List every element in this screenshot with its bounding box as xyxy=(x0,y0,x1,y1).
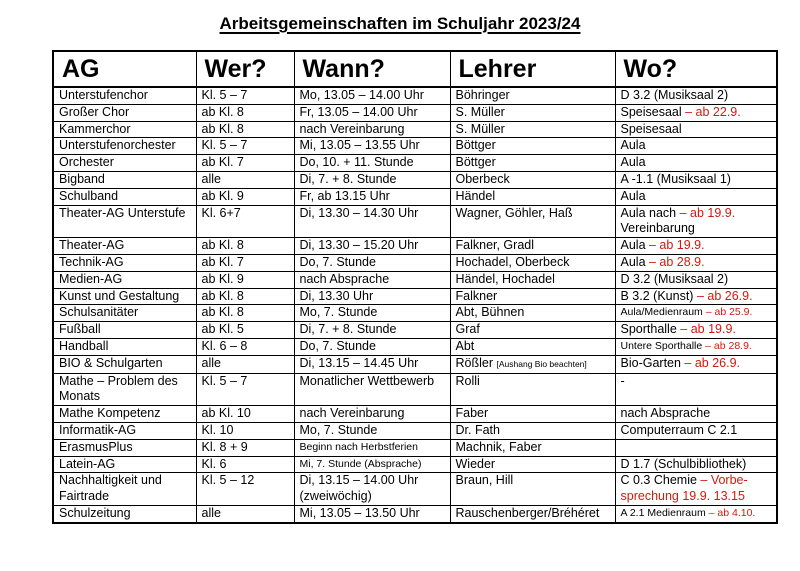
cell-ag: Schulsanitäter xyxy=(53,305,196,322)
lehrer-name: Braun, Hill xyxy=(455,473,514,488)
wo-text: Aula xyxy=(620,238,649,253)
cell-wann: Monatlicher Wettbewerb xyxy=(294,373,450,406)
cell-wer: ab Kl. 7 xyxy=(196,254,294,271)
table-row xyxy=(53,104,777,121)
header-wer: Wer? xyxy=(196,51,294,87)
cell-wer: alle xyxy=(196,171,294,188)
cell-lehrer xyxy=(450,171,615,188)
wo-text: Aula xyxy=(620,155,646,170)
cell-lehrer xyxy=(450,87,615,104)
cell-wann: Do, 7. Stunde xyxy=(294,254,450,271)
lehrer-name: Abt xyxy=(455,338,475,353)
cell-ag: Fußball xyxy=(53,322,196,339)
lehrer-name: Händel, Hochadel xyxy=(455,271,555,286)
lehrer-name: Rößler xyxy=(455,355,494,370)
lehrer-name: Böhringer xyxy=(455,88,510,102)
table-row xyxy=(53,406,777,423)
cell-ag: Technik-AG xyxy=(53,254,196,271)
cell-wer: ab Kl. 8 xyxy=(196,238,294,255)
lehrer-name: Faber xyxy=(455,406,489,421)
cell-wann: nach Vereinbarung xyxy=(294,406,450,423)
wo-text: Untere Sporthalle xyxy=(620,339,706,352)
cell-ag: BIO & Schulgarten xyxy=(53,355,196,373)
cell-wo xyxy=(615,171,777,188)
cell-wer: ab Kl. 8 xyxy=(196,305,294,322)
cell-ag: Mathe – Problem des Monats xyxy=(53,373,196,406)
cell-ag: Theater-AG Unterstufe xyxy=(53,205,196,238)
cell-wann: Di, 13.30 – 15.20 Uhr xyxy=(294,238,450,255)
cell-wo xyxy=(615,138,777,155)
cell-lehrer xyxy=(450,322,615,339)
cell-lehrer xyxy=(450,305,615,322)
wo-date: – ab 26.9. xyxy=(696,288,753,303)
table-row xyxy=(53,87,777,104)
cell-wer: Kl. 8 + 9 xyxy=(196,439,294,456)
cell-lehrer xyxy=(450,373,615,406)
cell-wer: ab Kl. 9 xyxy=(196,188,294,205)
wo-text: D 1.7 (Schulbibliothek) xyxy=(620,456,747,471)
cell-ag: Kunst und Gestaltung xyxy=(53,288,196,305)
cell-lehrer xyxy=(450,505,615,522)
table-row xyxy=(53,188,777,205)
wo-text: nach Absprache xyxy=(620,406,711,421)
cell-wo xyxy=(615,104,777,121)
header-ag: AG xyxy=(53,51,196,87)
cell-wann: Do, 10. + 11. Stunde xyxy=(294,155,450,172)
wo-date: – ab 19.9. xyxy=(679,205,736,220)
table-row xyxy=(53,288,777,305)
cell-wo xyxy=(615,338,777,355)
table-row xyxy=(53,322,777,339)
cell-lehrer xyxy=(450,138,615,155)
cell-wer: ab Kl. 8 xyxy=(196,288,294,305)
cell-ag: Latein-AG xyxy=(53,456,196,473)
cell-lehrer xyxy=(450,121,615,138)
cell-wer: Kl. 5 – 7 xyxy=(196,138,294,155)
cell-wer: alle xyxy=(196,505,294,522)
cell-wer: Kl. 6+7 xyxy=(196,205,294,238)
cell-wann: Di, 13.15 – 14.00 Uhr (zweiwöchig) xyxy=(294,473,450,506)
wo-text: Aula/Medienraum xyxy=(620,306,706,319)
lehrer-name: Böttger xyxy=(455,138,496,153)
wo-date: – ab 28.9. xyxy=(649,254,705,269)
cell-wo xyxy=(615,456,777,473)
cell-ag: Schulzeitung xyxy=(53,505,196,522)
cell-wann: Beginn nach Herbstferien xyxy=(294,439,450,456)
cell-wo xyxy=(615,473,777,506)
cell-wer: Kl. 5 – 7 xyxy=(196,87,294,104)
cell-wann: Di, 13.15 – 14.45 Uhr xyxy=(294,355,450,373)
cell-wann: Di, 13.30 Uhr xyxy=(294,288,450,305)
cell-ag: Nachhaltigkeit und Fairtrade xyxy=(53,473,196,506)
cell-wer: Kl. 6 – 8 xyxy=(196,338,294,355)
cell-wo xyxy=(615,373,777,406)
table-row xyxy=(53,456,777,473)
lehrer-name: Rauschenberger/Bréhéret xyxy=(455,505,600,520)
wo-text: B 3.2 (Kunst) xyxy=(620,288,697,303)
wo-text: A 2.1 Medienraum xyxy=(620,506,709,519)
table-row xyxy=(53,422,777,439)
cell-ag: Großer Chor xyxy=(53,104,196,121)
cell-lehrer xyxy=(450,406,615,423)
table-row xyxy=(53,355,777,373)
cell-wann: Mo, 13.05 – 14.00 Uhr xyxy=(294,87,450,104)
table-row xyxy=(53,439,777,456)
wo-after: Vereinbarung xyxy=(620,221,695,236)
wo-date: – ab 25.9. xyxy=(705,306,753,319)
wo-text: Aula xyxy=(620,188,646,203)
cell-wann: Mi, 13.05 – 13.50 Uhr xyxy=(294,505,450,522)
wo-date: – ab 28.9. xyxy=(705,339,752,352)
cell-wann: Mo, 7. Stunde xyxy=(294,422,450,439)
wo-date: – ab 19.9. xyxy=(649,238,705,253)
lehrer-name: Händel xyxy=(455,188,496,203)
wo-text: D 3.2 (Musiksaal 2) xyxy=(620,271,729,286)
cell-wann: nach Vereinbarung xyxy=(294,121,450,138)
cell-lehrer xyxy=(450,238,615,255)
wo-text: D 3.2 (Musiksaal 2) xyxy=(620,88,729,102)
header-wo: Wo? xyxy=(615,51,777,87)
cell-ag: Orchester xyxy=(53,155,196,172)
cell-wann: Do, 7. Stunde xyxy=(294,338,450,355)
lehrer-name: Wieder xyxy=(455,456,496,471)
table-body xyxy=(53,87,777,523)
cell-wer: ab Kl. 7 xyxy=(196,155,294,172)
wo-text: Bio-Garten xyxy=(620,355,685,370)
cell-wer: Kl. 5 – 12 xyxy=(196,473,294,506)
cell-ag: Theater-AG xyxy=(53,238,196,255)
cell-ag: Bigband xyxy=(53,171,196,188)
cell-wo xyxy=(615,238,777,255)
wo-date: – ab 26.9. xyxy=(684,355,741,370)
table-row xyxy=(53,171,777,188)
cell-lehrer xyxy=(450,456,615,473)
cell-wann: Mi, 13.05 – 13.55 Uhr xyxy=(294,138,450,155)
wo-text: Speisesaal xyxy=(620,121,682,136)
cell-wann: Fr, 13.05 – 14.00 Uhr xyxy=(294,104,450,121)
cell-wann: Mo, 7. Stunde xyxy=(294,305,450,322)
cell-wo xyxy=(615,439,777,456)
lehrer-name: Machnik, Faber xyxy=(455,439,542,454)
wo-date: – ab 4.10. xyxy=(708,506,756,519)
cell-wo xyxy=(615,406,777,423)
cell-wer: ab Kl. 9 xyxy=(196,271,294,288)
wo-text: Aula nach xyxy=(620,205,680,220)
cell-ag: Mathe Kompetenz xyxy=(53,406,196,423)
table-row xyxy=(53,271,777,288)
cell-wer: ab Kl. 8 xyxy=(196,121,294,138)
ag-table xyxy=(52,50,778,524)
cell-wer: alle xyxy=(196,355,294,373)
cell-lehrer xyxy=(450,439,615,456)
wo-date: – ab 22.9. xyxy=(685,104,741,119)
cell-lehrer xyxy=(450,155,615,172)
table-row xyxy=(53,254,777,271)
lehrer-name: Hochadel, Oberbeck xyxy=(455,254,570,269)
header-wann: Wann? xyxy=(294,51,450,87)
cell-ag: Unterstufenchor xyxy=(53,87,196,104)
cell-wann: Mi, 7. Stunde (Absprache) xyxy=(294,456,450,473)
cell-lehrer xyxy=(450,288,615,305)
table-row xyxy=(53,155,777,172)
wo-text: Aula xyxy=(620,254,649,269)
cell-lehrer xyxy=(450,338,615,355)
wo-text: C 0.3 Chemie xyxy=(620,473,701,488)
cell-ag: Unterstufenorchester xyxy=(53,138,196,155)
cell-wer: ab Kl. 10 xyxy=(196,406,294,423)
lehrer-name: Falkner xyxy=(455,288,498,303)
wo-text: Sporthalle xyxy=(620,322,681,337)
cell-wo xyxy=(615,288,777,305)
lehrer-name: Oberbeck xyxy=(455,171,510,186)
cell-ag: Handball xyxy=(53,338,196,355)
lehrer-name: Wagner, Göhler, Haß xyxy=(455,205,573,220)
wo-text: - xyxy=(620,373,625,388)
wo-text: Speisesaal xyxy=(620,104,686,119)
lehrer-name: Graf xyxy=(455,322,480,337)
cell-ag: ErasmusPlus xyxy=(53,439,196,456)
lehrer-name: S. Müller xyxy=(455,104,505,119)
cell-wann: Di, 7. + 8. Stunde xyxy=(294,171,450,188)
cell-lehrer xyxy=(450,205,615,238)
cell-wo xyxy=(615,155,777,172)
table-row xyxy=(53,205,777,238)
cell-ag: Schulband xyxy=(53,188,196,205)
cell-wer: ab Kl. 5 xyxy=(196,322,294,339)
cell-wo xyxy=(615,322,777,339)
cell-wo xyxy=(615,271,777,288)
wo-date: – ab 19.9. xyxy=(680,322,736,337)
header-lehrer: Lehrer xyxy=(450,51,615,87)
lehrer-name: Abt, Bühnen xyxy=(455,305,525,320)
table-row xyxy=(53,373,777,406)
cell-wann: Di, 7. + 8. Stunde xyxy=(294,322,450,339)
cell-wer: ab Kl. 8 xyxy=(196,104,294,121)
lehrer-name: Böttger xyxy=(455,155,496,170)
wo-date: – Vorbe-sprechung 19.9. 13.15 xyxy=(620,473,748,504)
cell-wer: Kl. 10 xyxy=(196,422,294,439)
table-header-row xyxy=(53,51,777,87)
cell-wo xyxy=(615,188,777,205)
wo-text: A -1.1 (Musiksaal 1) xyxy=(620,171,731,186)
cell-wann: Di, 13.30 – 14.30 Uhr xyxy=(294,205,450,238)
cell-wo xyxy=(615,422,777,439)
table-row xyxy=(53,121,777,138)
cell-wo xyxy=(615,121,777,138)
table-row xyxy=(53,238,777,255)
cell-lehrer xyxy=(450,473,615,506)
lehrer-note: [Aushang Bio beachten] xyxy=(496,358,587,369)
cell-wer: Kl. 6 xyxy=(196,456,294,473)
cell-lehrer xyxy=(450,422,615,439)
cell-lehrer xyxy=(450,271,615,288)
cell-ag: Kammerchor xyxy=(53,121,196,138)
cell-wo xyxy=(615,305,777,322)
lehrer-name: Falkner, Gradl xyxy=(455,238,535,253)
lehrer-name: Rolli xyxy=(455,373,480,388)
cell-lehrer xyxy=(450,355,615,373)
cell-wann: nach Absprache xyxy=(294,271,450,288)
cell-wo xyxy=(615,355,777,373)
cell-wo xyxy=(615,254,777,271)
table-row xyxy=(53,473,777,506)
table-row xyxy=(53,305,777,322)
lehrer-name: S. Müller xyxy=(455,121,505,136)
table-row xyxy=(53,505,777,522)
lehrer-name: Dr. Fath xyxy=(455,422,500,437)
cell-ag: Medien-AG xyxy=(53,271,196,288)
cell-ag: Informatik-AG xyxy=(53,422,196,439)
cell-lehrer xyxy=(450,188,615,205)
cell-wo xyxy=(615,505,777,522)
wo-text: Aula xyxy=(620,138,646,153)
cell-lehrer xyxy=(450,254,615,271)
cell-lehrer xyxy=(450,104,615,121)
cell-wann: Fr, ab 13.15 Uhr xyxy=(294,188,450,205)
cell-wo xyxy=(615,87,777,104)
table-row xyxy=(53,338,777,355)
cell-wer: Kl. 5 – 7 xyxy=(196,373,294,406)
table-row xyxy=(53,138,777,155)
wo-text: Computerraum C 2.1 xyxy=(620,422,738,437)
page-title: Arbeitsgemeinschaften im Schuljahr 2023/24 xyxy=(219,14,581,33)
cell-wo xyxy=(615,205,777,238)
